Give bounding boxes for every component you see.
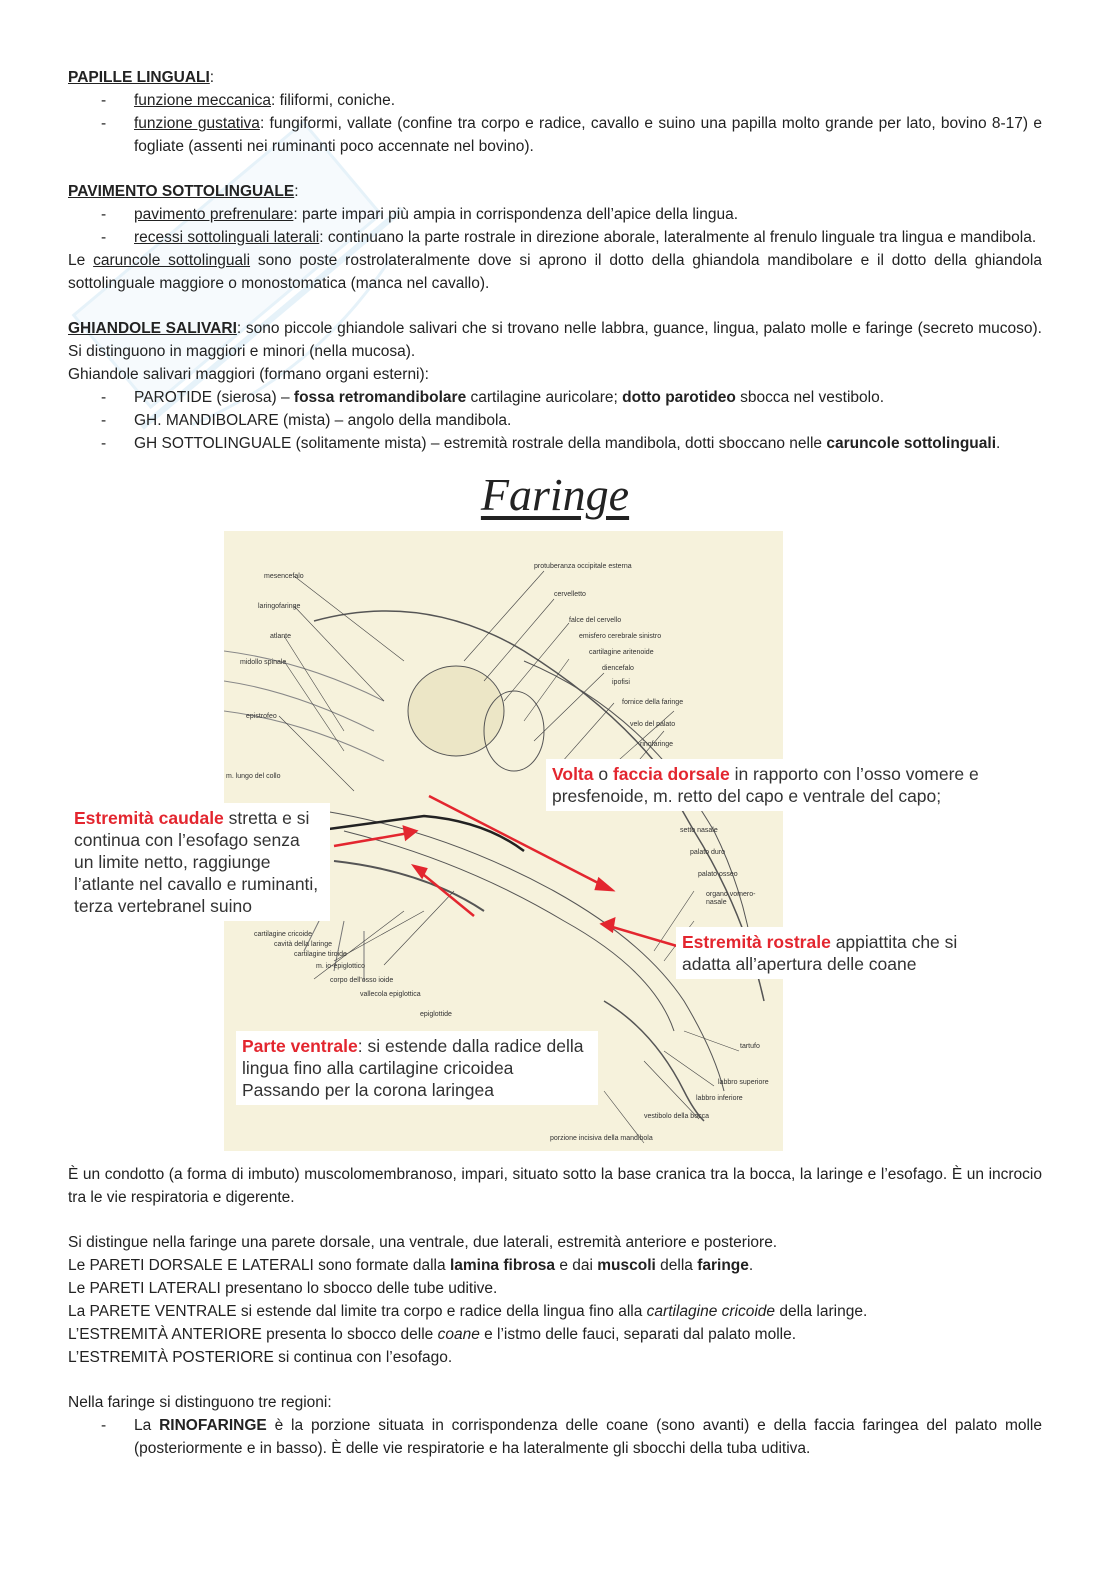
ghiandole-list	[68, 386, 1042, 455]
figure-label: palato duro	[690, 849, 726, 856]
page-title: Faringe	[480, 469, 630, 520]
figure-label: porzione incisiva della mandibola	[550, 1135, 653, 1142]
figure-label: emisfero cerebrale sinistro	[579, 633, 662, 640]
figure-label: vallecola epiglottica	[360, 991, 421, 998]
figure-label: cartilagine cricoide	[254, 931, 312, 938]
callout-rostrale: Estremità rostrale appiattita che si adatta all’apertura delle coane	[676, 927, 1008, 979]
papille-list	[68, 89, 1042, 158]
section-ghiandole: GHIANDOLE SALIVARI: sono piccole ghiandole salivari che si trovano nelle labbra, guance, lingua, palato molle e faringe (secreto mucoso). Si distinguono in maggiori e minori (nella mucosa). Ghiandole salivari maggiori (formano organi esterni): - PAROTIDE (sierosa) – fossa retromandibolare cartilagine auricolare; dotto parotideo sbocca nel vestibolo. - GH. MANDIBOLARE (mista) – angolo della mandibola. - GH SOTTOLINGUALE (solitamente mista) – estremità rostrale della mandibola, dotti sboccano nelle caruncole sottolinguali.	[68, 317, 1042, 455]
section-title: GHIANDOLE SALIVARI	[68, 320, 237, 337]
figure-label: mesencefalo	[264, 573, 304, 580]
figure-label: setto nasale	[680, 827, 718, 834]
paragraph: L’ESTREMITÀ POSTERIORE si continua con l’esofago.	[68, 1349, 453, 1366]
red-arrows	[334, 796, 694, 951]
ghiandole-subtitle: Ghiandole salivari maggiori (formano organi esterni):	[68, 366, 429, 383]
figure-label: cartilagine tiroide	[294, 951, 347, 958]
figure-label: organo vomero-nasale	[706, 891, 756, 906]
figure-label: epiglottide	[420, 1011, 452, 1018]
paragraph: Si distingue nella faringe una parete dorsale, una ventrale, due laterali, estremità anteriore e posteriore.	[68, 1234, 778, 1251]
paragraph: Le PARETI LATERALI presentano lo sbocco delle tube uditive.	[68, 1280, 498, 1297]
figure-label: protuberanza occipitale esterna	[534, 563, 632, 570]
paragraph: L’ESTREMITÀ ANTERIORE presenta lo sbocco delle coane e l’istmo delle fauci, separati dal palato molle.	[68, 1326, 797, 1343]
figure-label: fornice della faringe	[622, 699, 684, 706]
document-page	[68, 66, 1042, 1460]
figure-label: cervelletto	[554, 591, 586, 598]
figure-label: velo del palato	[630, 721, 676, 728]
pavimento-list	[68, 203, 1042, 249]
figure-label: epistrofeo	[246, 713, 277, 720]
figure-label: tartufo	[740, 1043, 760, 1050]
paragraph: È un condotto (a forma di imbuto) muscolomembranoso, impari, situato sotto la base cranica tra la bocca, la laringe e l’esofago. È un incrocio tra le vie respiratoria e digerente.	[68, 1166, 1042, 1206]
figure-label: m. lungo del collo	[226, 773, 281, 780]
list-item: - pavimento prefrenulare: parte impari più ampia in corrispondenza dell’apice della lingua.	[134, 203, 1042, 226]
list-item: - GH SOTTOLINGUALE (solitamente mista) – estremità rostrale della mandibola, dotti sboccano nelle caruncole sottolinguali.	[134, 432, 1042, 455]
paragraph: Nella faringe si distinguono tre regioni:	[68, 1394, 332, 1411]
figure-label: corpo dell'osso ioide	[330, 977, 394, 984]
figure-label: labbro superiore	[718, 1079, 769, 1086]
section-papille: PAPILLE LINGUALI: - funzione meccanica: filiformi, coniche. - funzione gustativa: fungiformi, vallate (confine tra corpo e radice, cavallo e suino una papilla molto grande per lato, bovino 8-17) e fogliate (assenti nei ruminanti poco accennate nel bovino).	[68, 66, 1042, 158]
figure-label: labbro inferiore	[696, 1095, 743, 1102]
list-item: - La RINOFARINGE è la porzione situata in corrispondenza delle coane (sono avanti) e della faccia faringea del palato molle (posteriormente e in basso). È delle vie respiratorie e ha lateralmente gli sbocchi della tuba uditiva.	[134, 1414, 1042, 1460]
caruncole-paragraph: Le caruncole sottolinguali sono poste rostrolateralmente dove si aprono il dotto della ghiandola mandibolare e il dotto della ghiandola sottolinguale maggiore o monostomatica (manca nel cavallo).	[68, 252, 1042, 292]
figure-label: midollo spinale	[240, 659, 287, 666]
figure-label: atlante	[270, 633, 292, 640]
callout-caudale: Estremità caudale stretta e si continua con l’esofago senza un limite netto, raggiunge l’atlante nel cavallo e ruminanti, terza vertebranel suino	[68, 803, 330, 921]
figure-label: vestibolo della bocca	[644, 1113, 709, 1120]
regioni-list	[68, 1414, 1042, 1460]
list-item: - GH. MANDIBOLARE (mista) – angolo della mandibola.	[134, 409, 1042, 432]
figure-label: palato osseo	[698, 871, 738, 878]
figure-label: ipofisi	[612, 679, 630, 686]
section-pavimento: PAVIMENTO SOTTOLINGUALE: - pavimento prefrenulare: parte impari più ampia in corrispondenza dell’apice della lingua. - recessi sottolinguali laterali: continuano la parte rostrale in direzione aborale, lateralmente al frenulo linguale tra lingua e mandibola. Le caruncole sottolinguali sono poste rostrolateralmente dove si aprono il dotto della ghiandola mandibolare e il dotto della ghiandola sottolinguale maggiore o monostomatica (manca nel cavallo).	[68, 180, 1042, 295]
callout-volta: Volta o faccia dorsale in rapporto con l’osso vomere e presfenoide, m. retto del capo e ventrale del capo;	[546, 759, 1038, 811]
figure-label: cartilagine aritenoide	[589, 649, 654, 656]
figure-label: falce del cervello	[569, 617, 622, 624]
figure-label: m. io-epiglottico	[316, 963, 366, 970]
section-title: PAVIMENTO SOTTOLINGUALE	[68, 183, 295, 200]
paragraph: Le PARETI DORSALE E LATERALI sono formate dalla lamina fibrosa e dai muscoli della faringe.	[68, 1257, 754, 1274]
list-item: - funzione gustativa: fungiformi, vallate (confine tra corpo e radice, cavallo e suino una papilla molto grande per lato, bovino 8-17) e fogliate (assenti nei ruminanti poco accennate nel bovino).	[134, 112, 1042, 158]
section-title: PAPILLE LINGUALI	[68, 69, 210, 86]
figure-label: diencefalo	[602, 665, 634, 672]
callout-ventrale: Parte ventrale: si estende dalla radice della lingua fino alla cartilagine cricoidea Passando per la corona laringea	[236, 1031, 598, 1105]
list-item: - PAROTIDE (sierosa) – fossa retromandibolare cartilagine auricolare; dotto parotideo sbocca nel vestibolo.	[134, 386, 1042, 409]
pharynx-figure	[74, 531, 979, 1151]
figure-label: cavità della laringe	[274, 941, 332, 948]
figure-label: rinofaringe	[640, 741, 674, 748]
paragraph: La PARETE VENTRALE si estende dal limite tra corpo e radice della lingua fino alla cartilagine cricoide della laringe.	[68, 1303, 868, 1320]
figure-label: laringofaringe	[258, 603, 301, 610]
list-item: - recessi sottolinguali laterali: continuano la parte rostrale in direzione aborale, lateralmente al frenulo linguale tra lingua e mandibola.	[134, 226, 1042, 249]
list-item: - funzione meccanica: filiformi, coniche.	[134, 89, 1042, 112]
faringe-body	[68, 1163, 1042, 1460]
